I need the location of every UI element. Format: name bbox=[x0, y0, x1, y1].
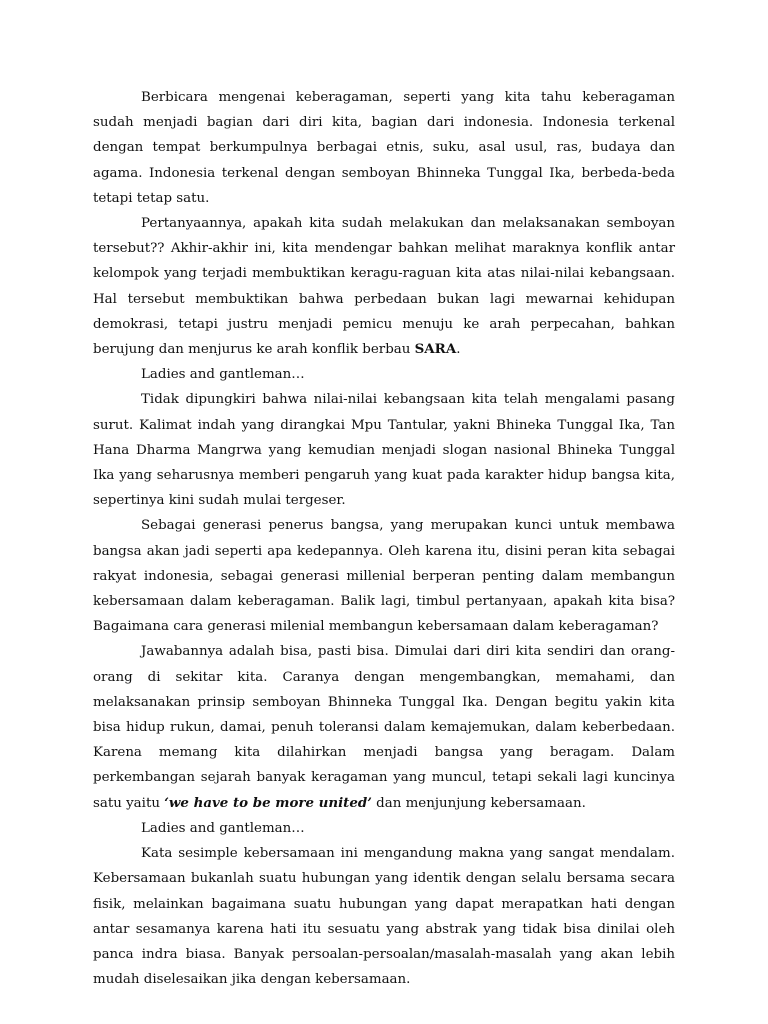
paragraph-text-end: . bbox=[456, 342, 461, 358]
paragraph-text: Sebagai generasi penerus bangsa, yang merupakan kunci untuk membawa bangsa akan jadi seperti apa kedepannya. Oleh karena itu, disini peran kita sebagai rakyat indonesia, sebagai generasi millenial berperan penting dalam membangun kebersamaan dalam keberagaman. Balik lagi, timbul pertanyaan, apakah kita bisa? Bagaimana cara generasi milenial membangun kebersamaan dalam keberagaman? bbox=[93, 518, 675, 635]
paragraph-text: Ladies and gantleman… bbox=[141, 367, 305, 383]
bold-term: SARA bbox=[414, 341, 457, 358]
paragraph-text: Kata sesimple kebersamaan ini mengandung makna yang sangat mendalam. Kebersamaan bukanlah suatu hubungan yang identik dengan selalu bersama secara fisik, melainkan bagaimana suatu hubungan yang dapat merapatkan hati dengan antar sesamanya karena hati itu sesuatu yang abstrak yang tidak bisa dinilai oleh panca indra biasa. Banyak persoalan-persoalan/masalah-masalah yang akan lebih mudah diselesaikan jika dengan kebersamaan. bbox=[93, 846, 675, 988]
paragraph-7 bbox=[93, 816, 675, 841]
paragraph-4 bbox=[93, 387, 675, 513]
paragraph-text-end: dan menjunjung kebersamaan. bbox=[371, 795, 586, 811]
paragraph-5 bbox=[93, 513, 675, 639]
paragraph-text: Pertanyaannya, apakah kita sudah melakukan dan melaksanakan semboyan tersebut?? Akhir-akhir ini, kita mendengar bahkan melihat maraknya konflik antar kelompok yang terjadi membuktikan keragu-raguan kita atas nilai-nilai kebangsaan. Hal tersebut membuktikan bahwa perbedaan bukan lagi mewarnai kehidupan demokrasi, tetapi justru menjadi pemicu menuju ke arah perpecahan, bahkan berujung dan menjurus ke arah konflik berbau bbox=[93, 216, 675, 358]
paragraph-text: Jawabannya adalah bisa, pasti bisa. Dimulai dari diri kita sendiri dan orang-orang di sekitar kita. Caranya dengan mengembangkan, memahami, dan melaksanakan prinsip semboyan Bhinneka Tunggal Ika. Dengan begitu yakin kita bisa hidup rukun, damai, penuh toleransi dalam kemajemukan, dalam keberbedaan. Karena memang kita dilahirkan menjadi bangsa yang beragam. Dalam perkembangan sejarah banyak keragaman yang muncul, tetapi sekali lagi kuncinya satu yaitu bbox=[93, 644, 675, 811]
paragraph-6 bbox=[93, 639, 675, 815]
document-page bbox=[93, 85, 675, 992]
bold-italic-phrase: ‘we have to be more united’ bbox=[164, 794, 372, 811]
paragraph-2 bbox=[93, 211, 675, 362]
paragraph-text: Berbicara mengenai keberagaman, seperti yang kita tahu keberagaman sudah menjadi bagian dari diri kita, bagian dari indonesia. Indonesia terkenal dengan tempat berkumpulnya berbagai etnis, suku, asal usul, ras, budaya dan agama. Indonesia terkenal dengan semboyan Bhinneka Tunggal Ika, berbeda-beda tetapi tetap satu. bbox=[93, 90, 675, 206]
paragraph-8 bbox=[93, 841, 675, 992]
paragraph-text: Tidak dipungkiri bahwa nilai-nilai kebangsaan kita telah mengalami pasang surut. Kalimat indah yang dirangkai Mpu Tantular, yakni Bhineka Tunggal Ika, Tan Hana Dharma Mangrwa yang kemudian menjadi slogan nasional Bhineka Tunggal Ika yang seharusnya memberi pengaruh yang kuat pada karakter hidup bangsa kita, sepertinya kini sudah mulai tergeser. bbox=[93, 392, 675, 509]
paragraph-text: Ladies and gantleman… bbox=[141, 820, 305, 836]
paragraph-1 bbox=[93, 85, 675, 211]
paragraph-3 bbox=[93, 362, 675, 387]
